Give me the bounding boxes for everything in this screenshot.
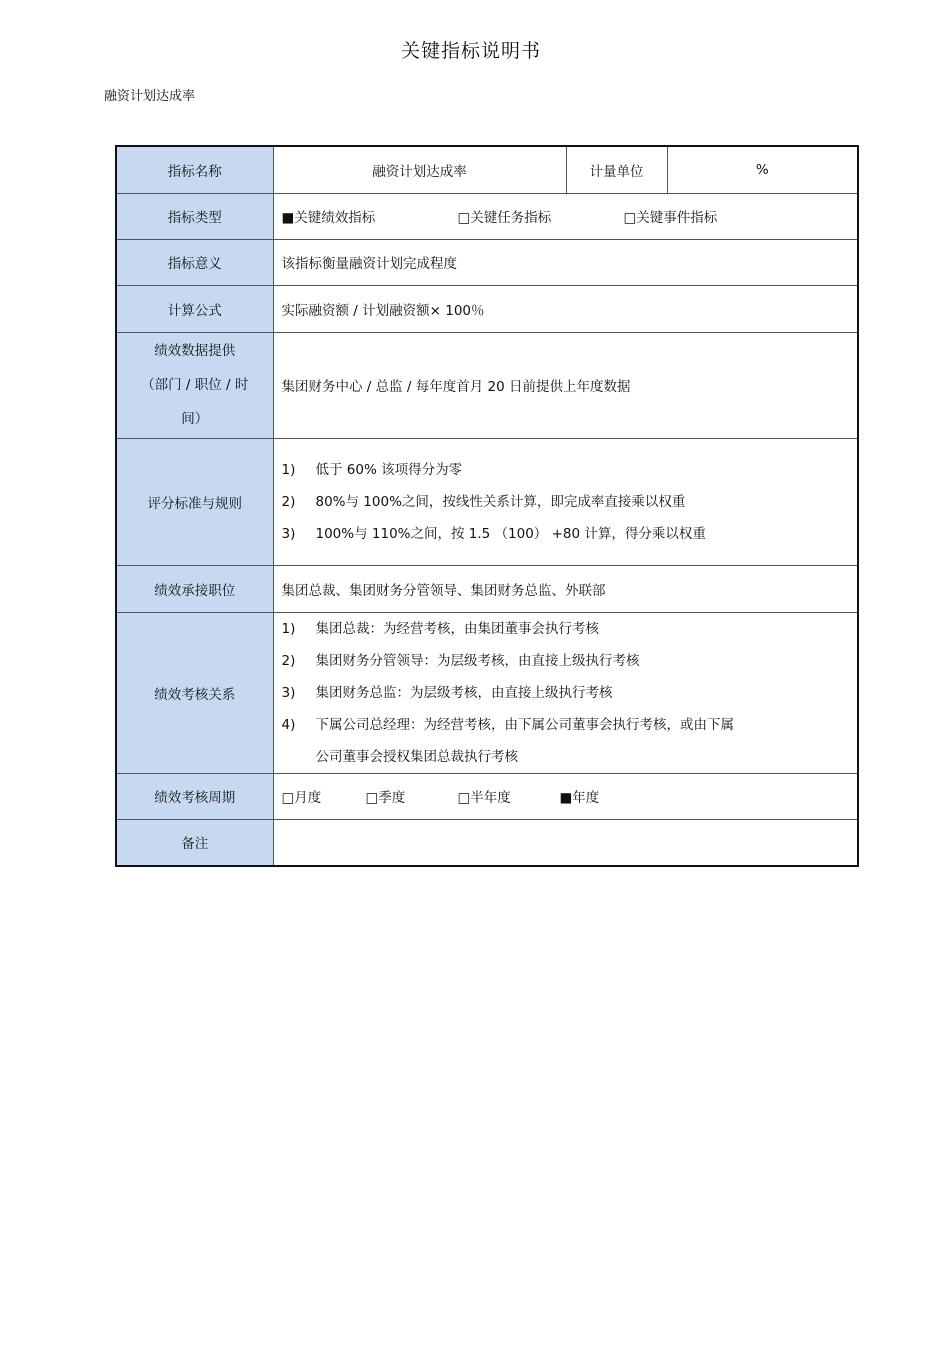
list-item: 2) 80%与 100%之间，按线性关系计算，即完成率直接乘以权重 [281,493,686,510]
list-item: 4) 下属公司总经理：为经营考核，由下属公司董事会执行考核，或由下属 [281,716,734,733]
checkbox-filled-icon: ■ [559,790,573,806]
position-label: 绩效承接职位 [116,565,273,612]
list-item: 2) 集团财务分管领导：为层级考核，由直接上级执行考核 [281,652,640,669]
formula-label: 计算公式 [116,285,273,332]
type-label: 指标类型 [116,193,273,239]
type-options [273,193,858,239]
row-formula [116,285,858,332]
scoring-label: 评分标准与规则 [116,438,273,565]
formula-value: 实际融资额 / 计划融资额× 100％ [273,285,858,332]
row-type [116,193,858,239]
type-option-event[interactable]: □关键事件指标 [623,210,718,226]
checkbox-empty-icon: □ [457,210,471,226]
list-item: 3) 集团财务总监：为层级考核，由直接上级执行考核 [281,684,613,701]
period-options [273,773,858,819]
unit-value: % [667,146,858,193]
checkbox-empty-icon: □ [281,790,295,806]
row-scoring [116,438,858,565]
checkbox-empty-icon: □ [623,210,637,226]
list-item: 1) 低于 60% 该项得分为零 [281,461,463,478]
list-item: 1) 集团总裁：为经营考核，由集团董事会执行考核 [281,620,599,637]
checkbox-empty-icon: □ [457,790,471,806]
scoring-rules [273,438,858,565]
row-provider [116,332,858,438]
checkbox-empty-icon: □ [365,790,379,806]
remark-value[interactable] [273,819,858,866]
meaning-label: 指标意义 [116,239,273,285]
type-option-kpi[interactable]: ■关键绩效指标 [281,210,376,226]
document-title: 关键指标说明书 [400,40,541,62]
list-item: 3) 100%与 110%之间，按 1.5 （100） +80 计算，得分乘以权重 [281,525,706,542]
row-meaning [116,239,858,285]
name-label: 指标名称 [116,146,273,193]
relation-label: 绩效考核关系 [116,612,273,773]
checkbox-filled-icon: ■ [281,210,295,226]
row-position [116,565,858,612]
row-relation [116,612,858,773]
meaning-value: 该指标衡量融资计划完成程度 [273,239,858,285]
period-label: 绩效考核周期 [116,773,273,819]
row-period [116,773,858,819]
row-name [116,146,858,193]
period-option-month[interactable]: □月度 [281,790,322,806]
document-subtitle: 融资计划达成率 [104,89,196,104]
period-option-quarter[interactable]: □季度 [365,790,406,806]
relation-list [273,612,858,773]
type-option-task[interactable]: □关键任务指标 [457,210,552,226]
list-item: 公司董事会授权集团总裁执行考核 [315,748,518,765]
name-value: 融资计划达成率 [273,146,566,193]
row-remark [116,819,858,866]
remark-label: 备注 [116,819,273,866]
provider-value: 集团财务中心 / 总监 / 每年度首月 20 日前提供上年度数据 [273,332,858,438]
unit-label: 计量单位 [566,146,667,193]
period-option-year[interactable]: ■年度 [559,790,600,806]
kpi-table [115,145,859,867]
position-value: 集团总裁、集团财务分管领导、集团财务总监、外联部 [273,565,858,612]
period-option-half-year[interactable]: □半年度 [457,790,511,806]
provider-label: 绩效数据提供 （部门 / 职位 / 时 间） [116,332,273,438]
